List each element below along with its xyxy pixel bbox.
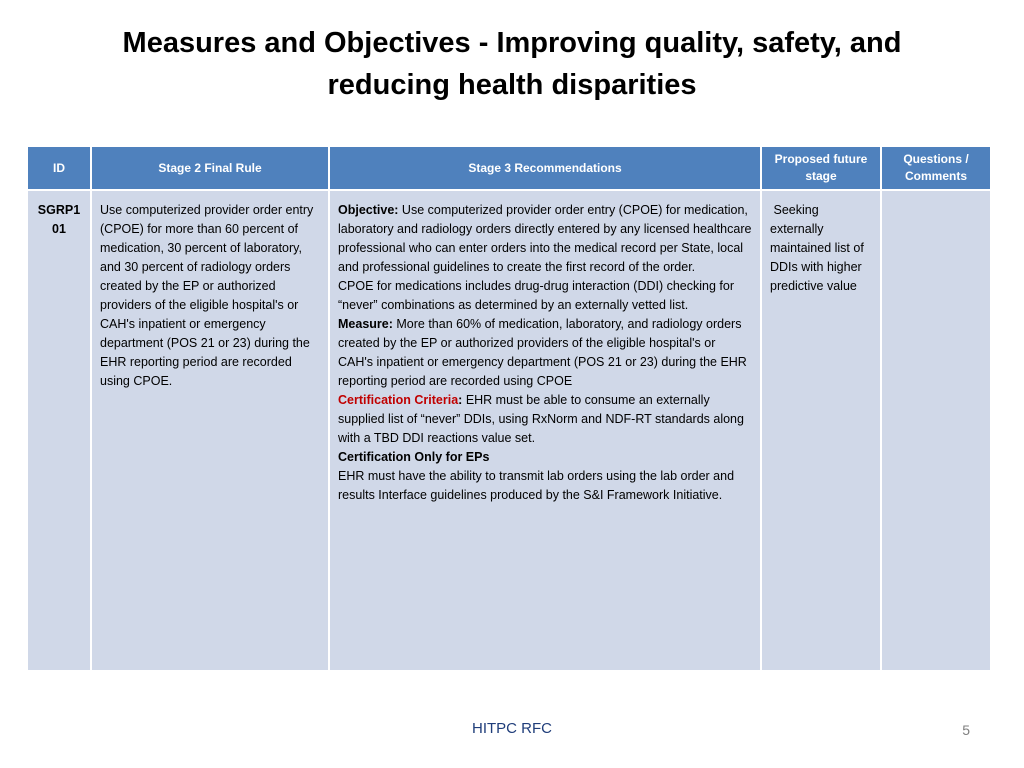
certification-eps-label: Certification Only for EPs [338,450,490,464]
measures-table [26,145,992,672]
objective-paragraph [338,201,752,277]
measure-paragraph [338,315,752,391]
cell-future [761,190,881,671]
certification-label: Certification Criteria [338,393,459,407]
certification-paragraph [338,391,752,448]
cell-stage3 [329,190,761,671]
certification-text: EHR must be able to consume an externally supplied list of “never” DDIs, using RxNorm and NDF-RT standards along with a TBD DDI reactions value set. [338,393,744,445]
cell-questions [881,190,991,671]
future-text: Seeking externally maintained list of DDIs with higher predictive value [770,203,868,293]
header-questions: Questions / Comments [881,146,991,190]
objective-label: Objective: [338,203,399,217]
header-id: ID [27,146,91,190]
certification-colon: : [458,393,463,407]
header-stage2: Stage 2 Final Rule [91,146,329,190]
footer-text: HITPC RFC [472,720,552,737]
row-id: SGRP101 [37,203,81,236]
header-future: Proposed future stage [761,146,881,190]
table-row [27,190,991,671]
ddi-paragraph: CPOE for medications includes drug-drug interaction (DDI) checking for “never” combinations as determined by an externally vetted list. [338,279,735,312]
measure-label: Measure: [338,317,393,331]
cell-stage2: Use computerized provider order entry (CPOE) for more than 60 percent of medication, 30 percent of laboratory, and 30 percent of radiology orders created by the EP or authorized providers of the eligible hospital's or CAH's inpatient or emergency department (POS 21 or 23) during the EHR reporting period are recorded using CPOE. [91,190,329,671]
measure-text: More than 60% of medication, laboratory, and radiology orders created by the EP or authorized providers of the eligible hospital's or CAH's inpatient or emergency department (POS 21 or 23) during the EHR reporting period are recorded using CPOE [338,317,747,388]
table-header-row [27,146,991,190]
cell-id [27,190,91,671]
slide-title: Measures and Objectives - Improving quality, safety, and reducing health disparities [122,27,902,101]
objective-text: Use computerized provider order entry (CPOE) for medication, laboratory and radiology orders directly entered by any licensed healthcare professional who can enter orders into the medical record per State, local and professional guidelines to create the first record of the order. [338,203,752,274]
certification-eps-text: EHR must have the ability to transmit lab orders using the lab order and results Interface guidelines produced by the S&I Framework Initiative. [338,469,735,502]
header-stage3: Stage 3 Recommendations [329,146,761,190]
page-number: 5 [962,722,970,738]
